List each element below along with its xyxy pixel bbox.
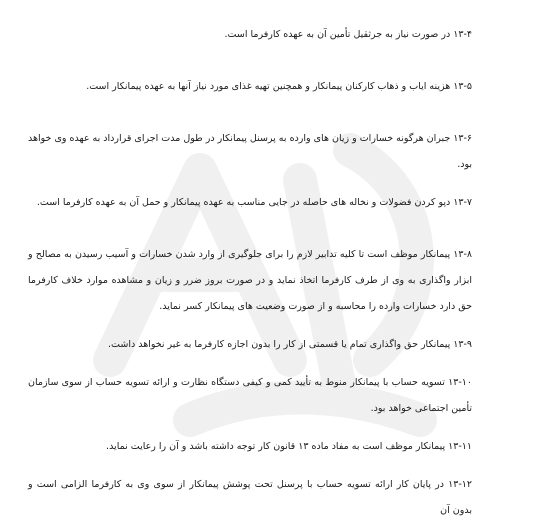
- clause-13-11: ۱۳-۱۱ پیمانکار موظف است به مفاد ماده ۱۳ قانون کار توجه داشته باشد و آن را رعایت نماید.: [106, 441, 472, 452]
- contract-clauses: [28, 0, 472, 524]
- clause-13-10: ۱۳-۱۰ تسویه حساب با پیمانکار منوط به تأیید کمی و کیفی دستگاه نظارت و ارائه تسویه حساب از سوی سازمان تأمین اجتماعی خواهد بود.: [28, 377, 472, 414]
- clause-13-7: ۱۳-۷ دپو کردن فضولات و نخاله های حاصله در جایی مناسب به عهده پیمانکار و حمل آن به عهده کارفرما است.: [36, 197, 472, 208]
- clause-13-6: ۱۳-۶ جبران هرگونه خسارات و زیان های وارده به پرسنل پیمانکار در طول مدت اجرای قرارداد به عهده وی خواهد بود.: [28, 133, 472, 170]
- clause-13-9: ۱۳-۹ پیمانکار حق واگذاری تمام یا قسمتی از کار را بدون اجازه کارفرما به غیر نخواهد داشت.: [108, 339, 472, 350]
- clause-13-4: ۱۳-۴ در صورت نیاز به جرثقیل تأمین آن به عهده کارفرما است.: [224, 29, 472, 40]
- clause-13-5: ۱۳-۵ هزینه ایاب و ذهاب کارکنان پیمانکار و همچنین تهیه غذای مورد نیاز آنها به عهده پیمانکار است.: [86, 81, 472, 92]
- clause-13-12: ۱۳-۱۲ در پایان کار ارائه تسویه حساب با پرسنل تحت پوشش پیمانکار از سوی وی به کارفرما الزامی است و بدون آن: [28, 479, 472, 516]
- clause-13-8: ۱۳-۸ پیمانکار موظف است تا کلیه تدابیر لازم را برای جلوگیری از وارد شدن خسارات و آسیب رسیدن به مصالح و ابزار واگذاری به وی از طرف کارفرما اتخاذ نماید و در صورت بروز ضرر و زیان و مشاهده موارد خلاف کارفرما حق دارد خسارات وارده را محاسبه و از صورت وضعیت های پیمانکار کسر نماید.: [28, 249, 472, 312]
